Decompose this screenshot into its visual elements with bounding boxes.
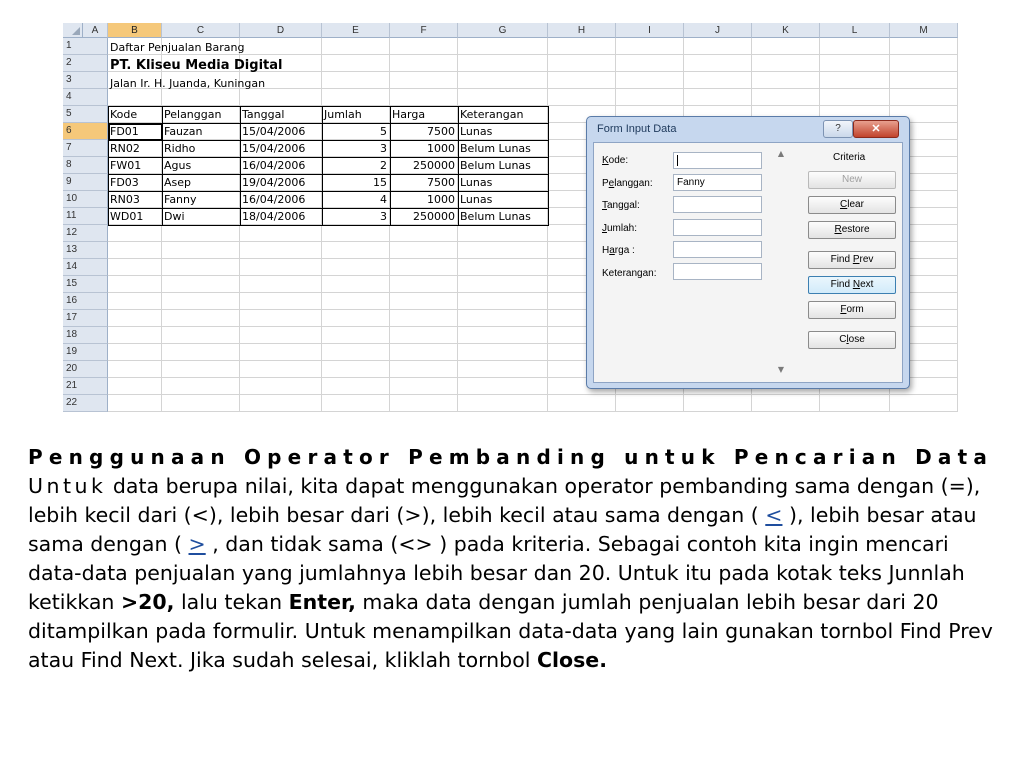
row-header-5[interactable]: 5 xyxy=(63,106,108,123)
table-cell[interactable]: Fauzan xyxy=(164,125,203,138)
row-header-18[interactable]: 18 xyxy=(63,327,108,344)
column-header-H[interactable]: H xyxy=(548,23,616,38)
table-cell[interactable]: Dwi xyxy=(164,210,185,223)
dialog-title: Form Input Data xyxy=(597,123,677,135)
table-cell[interactable]: WD01 xyxy=(110,210,144,223)
row-gridline xyxy=(108,411,958,412)
table-cell[interactable]: 3 xyxy=(380,210,387,223)
jumlah-input[interactable] xyxy=(673,219,762,236)
table-cell[interactable]: FW01 xyxy=(110,159,142,172)
keterangan-label: Keterangan: xyxy=(602,268,657,279)
help-button[interactable]: ? xyxy=(823,120,853,138)
tanggal-input[interactable] xyxy=(673,196,762,213)
keterangan-input[interactable] xyxy=(673,263,762,280)
row-header-4[interactable]: 4 xyxy=(63,89,108,106)
table-cell[interactable]: Agus xyxy=(164,159,192,172)
table-cell[interactable]: Lunas xyxy=(460,193,493,206)
column-header-E[interactable]: E xyxy=(322,23,390,38)
row-header-15[interactable]: 15 xyxy=(63,276,108,293)
row-header-8[interactable]: 8 xyxy=(63,157,108,174)
table-cell[interactable]: Belum Lunas xyxy=(460,210,531,223)
explanation-text xyxy=(28,443,1008,675)
table-header-cell[interactable]: Harga xyxy=(392,108,426,121)
table-cell[interactable]: 1000 xyxy=(427,142,455,155)
table-cell[interactable]: 18/04/2006 xyxy=(242,210,306,223)
row-header-14[interactable]: 14 xyxy=(63,259,108,276)
column-header-A[interactable]: A xyxy=(83,23,108,38)
pelanggan-label: Pelanggan: xyxy=(602,178,653,189)
table-row-line xyxy=(108,208,548,209)
paragraph-part-2: ), lebih besar atau sama dengan ( xyxy=(28,503,977,556)
paragraph-part-5: maka data dengan jumlah penjualan lebih besar dari 20 ditampilkan pada formulir. Untuk menampilkan data-data yang lain gunakan tornbol Find Prev atau Find Next. Jika sudah selesai, kliklah tornbol xyxy=(28,590,993,672)
text-caret xyxy=(677,155,678,166)
row-header-10[interactable]: 10 xyxy=(63,191,108,208)
table-cell[interactable]: Lunas xyxy=(460,176,493,189)
table-cell[interactable]: Belum Lunas xyxy=(460,159,531,172)
kode-input[interactable] xyxy=(673,152,762,169)
table-cell[interactable]: RN03 xyxy=(110,193,140,206)
table-cell[interactable]: 1000 xyxy=(427,193,455,206)
table-cell[interactable]: Belum Lunas xyxy=(460,142,531,155)
active-cell-B6[interactable] xyxy=(108,123,163,141)
row-header-3[interactable]: 3 xyxy=(63,72,108,89)
paragraph-part-4: lalu tekan xyxy=(174,590,289,614)
table-cell[interactable]: Fanny xyxy=(164,193,197,206)
table-row-line xyxy=(108,174,548,175)
row-header-21[interactable]: 21 xyxy=(63,378,108,395)
harga-input[interactable] xyxy=(673,241,762,258)
dialog-close-button[interactable]: ✕ xyxy=(853,120,899,138)
bold-close: Close. xyxy=(536,648,608,672)
column-header-C[interactable]: C xyxy=(162,23,240,38)
bold-enter: Enter, xyxy=(288,590,356,614)
cell-B3[interactable]: Jalan Ir. H. Juanda, Kuningan xyxy=(110,77,266,90)
section-heading: Penggunaan Operator Pembanding untuk Pencarian Data xyxy=(28,445,994,469)
table-cell[interactable]: 7500 xyxy=(427,125,455,138)
paragraph-part-1: data berupa nilai, kita dapat menggunakan operator pembanding sama dengan (=), lebih kecil dari (<), lebih besar dari (>), lebih kecil atau sama dengan ( xyxy=(28,474,981,527)
table-row-line xyxy=(108,123,548,124)
table-cell[interactable]: 2 xyxy=(380,159,387,172)
column-header-B[interactable]: B xyxy=(108,23,162,38)
column-header-L[interactable]: L xyxy=(820,23,890,38)
form-input-data-dialog xyxy=(586,116,910,389)
kode-label: Kode: xyxy=(602,155,629,166)
row-header-17[interactable]: 17 xyxy=(63,310,108,327)
table-row-line xyxy=(108,157,548,158)
table-cell[interactable]: Lunas xyxy=(460,125,493,138)
table-cell[interactable]: 19/04/2006 xyxy=(242,176,306,189)
table-cell[interactable]: FD03 xyxy=(110,176,139,189)
cell-B2[interactable]: PT. Kliseu Media Digital xyxy=(110,58,283,73)
close-button[interactable]: Close xyxy=(808,331,896,349)
row-header-13[interactable]: 13 xyxy=(63,242,108,259)
column-header-F[interactable]: F xyxy=(390,23,458,38)
table-header-cell[interactable]: Jumlah xyxy=(324,108,362,121)
table-cell[interactable]: 4 xyxy=(380,193,387,206)
column-header-G[interactable]: G xyxy=(458,23,548,38)
column-header-I[interactable]: I xyxy=(616,23,684,38)
table-cell[interactable]: FD01 xyxy=(110,125,139,138)
scroll-down-icon[interactable]: ▼ xyxy=(777,365,785,374)
row-header-22[interactable]: 22 xyxy=(63,395,108,412)
bold-criteria: >20, xyxy=(120,590,175,614)
dialog-body xyxy=(593,142,903,383)
table-header-cell[interactable]: Keterangan xyxy=(460,108,524,121)
table-cell[interactable]: 5 xyxy=(380,125,387,138)
table-cell[interactable]: 15/04/2006 xyxy=(242,125,306,138)
harga-label: Harga : xyxy=(602,245,635,256)
table-cell[interactable]: 7500 xyxy=(427,176,455,189)
select-all-corner[interactable] xyxy=(63,23,83,38)
row-header-1[interactable]: 1 xyxy=(63,38,108,55)
table-cell[interactable]: 250000 xyxy=(413,159,455,172)
new-button[interactable]: New xyxy=(808,171,896,189)
record-scrollbar[interactable] xyxy=(774,149,788,375)
table-cell[interactable]: RN02 xyxy=(110,142,140,155)
tanggal-label: Tanggal: xyxy=(602,200,640,211)
row-header-7[interactable]: 7 xyxy=(63,140,108,157)
column-header-D[interactable]: D xyxy=(240,23,322,38)
table-row-line xyxy=(108,191,548,192)
clear-button[interactable]: Clear xyxy=(808,196,896,214)
table-header-cell[interactable]: Pelanggan xyxy=(164,108,222,121)
row-header-12[interactable]: 12 xyxy=(63,225,108,242)
table-header-cell[interactable]: Kode xyxy=(110,108,138,121)
scroll-up-icon[interactable]: ▲ xyxy=(777,149,785,158)
table-cell[interactable]: 16/04/2006 xyxy=(242,159,306,172)
table-cell[interactable]: Ridho xyxy=(164,142,196,155)
form-button[interactable]: Form xyxy=(808,301,896,319)
table-header-cell[interactable]: Tanggal xyxy=(242,108,285,121)
row-header-20[interactable]: 20 xyxy=(63,361,108,378)
table-cell[interactable]: 3 xyxy=(380,142,387,155)
table-cell[interactable]: 250000 xyxy=(413,210,455,223)
row-header-11[interactable]: 11 xyxy=(63,208,108,225)
pelanggan-input[interactable]: Fanny xyxy=(673,174,762,191)
column-header-M[interactable]: M xyxy=(890,23,958,38)
paragraph-part-3: , dan tidak sama (<> ) pada kriteria. Sebagai contoh kita ingin mencari data-data penjualan yang jumlahnya lebih besar dan 20. Untuk itu pada kotak teks Junnlah ketikkan xyxy=(28,532,965,614)
restore-button[interactable]: Restore xyxy=(808,221,896,239)
jumlah-label: Jumlah: xyxy=(602,223,638,234)
table-cell[interactable]: 16/04/2006 xyxy=(242,193,306,206)
table-cell[interactable]: 15/04/2006 xyxy=(242,142,306,155)
criteria-label: Criteria xyxy=(833,152,866,163)
find-next-button[interactable]: Find Next xyxy=(808,276,896,294)
greater-equal-symbol: > xyxy=(188,532,206,556)
less-equal-symbol: < xyxy=(765,503,783,527)
row-header-2[interactable]: 2 xyxy=(63,55,108,72)
row-header-6[interactable]: 6 xyxy=(63,123,108,140)
row-header-19[interactable]: 19 xyxy=(63,344,108,361)
table-row-line xyxy=(108,140,548,141)
paragraph-lead: Untuk xyxy=(28,474,107,498)
cell-B1[interactable]: Daftar Penjualan Barang xyxy=(110,41,245,54)
column-gridline xyxy=(957,38,958,412)
body-paragraph xyxy=(28,472,1008,675)
row-header-16[interactable]: 16 xyxy=(63,293,108,310)
table-cell[interactable]: Asep xyxy=(164,176,192,189)
column-header-J[interactable]: J xyxy=(684,23,752,38)
table-cell[interactable]: 15 xyxy=(373,176,387,189)
row-header-9[interactable]: 9 xyxy=(63,174,108,191)
find-prev-button[interactable]: Find Prev xyxy=(808,251,896,269)
column-header-K[interactable]: K xyxy=(752,23,820,38)
row-gridline xyxy=(108,394,958,395)
